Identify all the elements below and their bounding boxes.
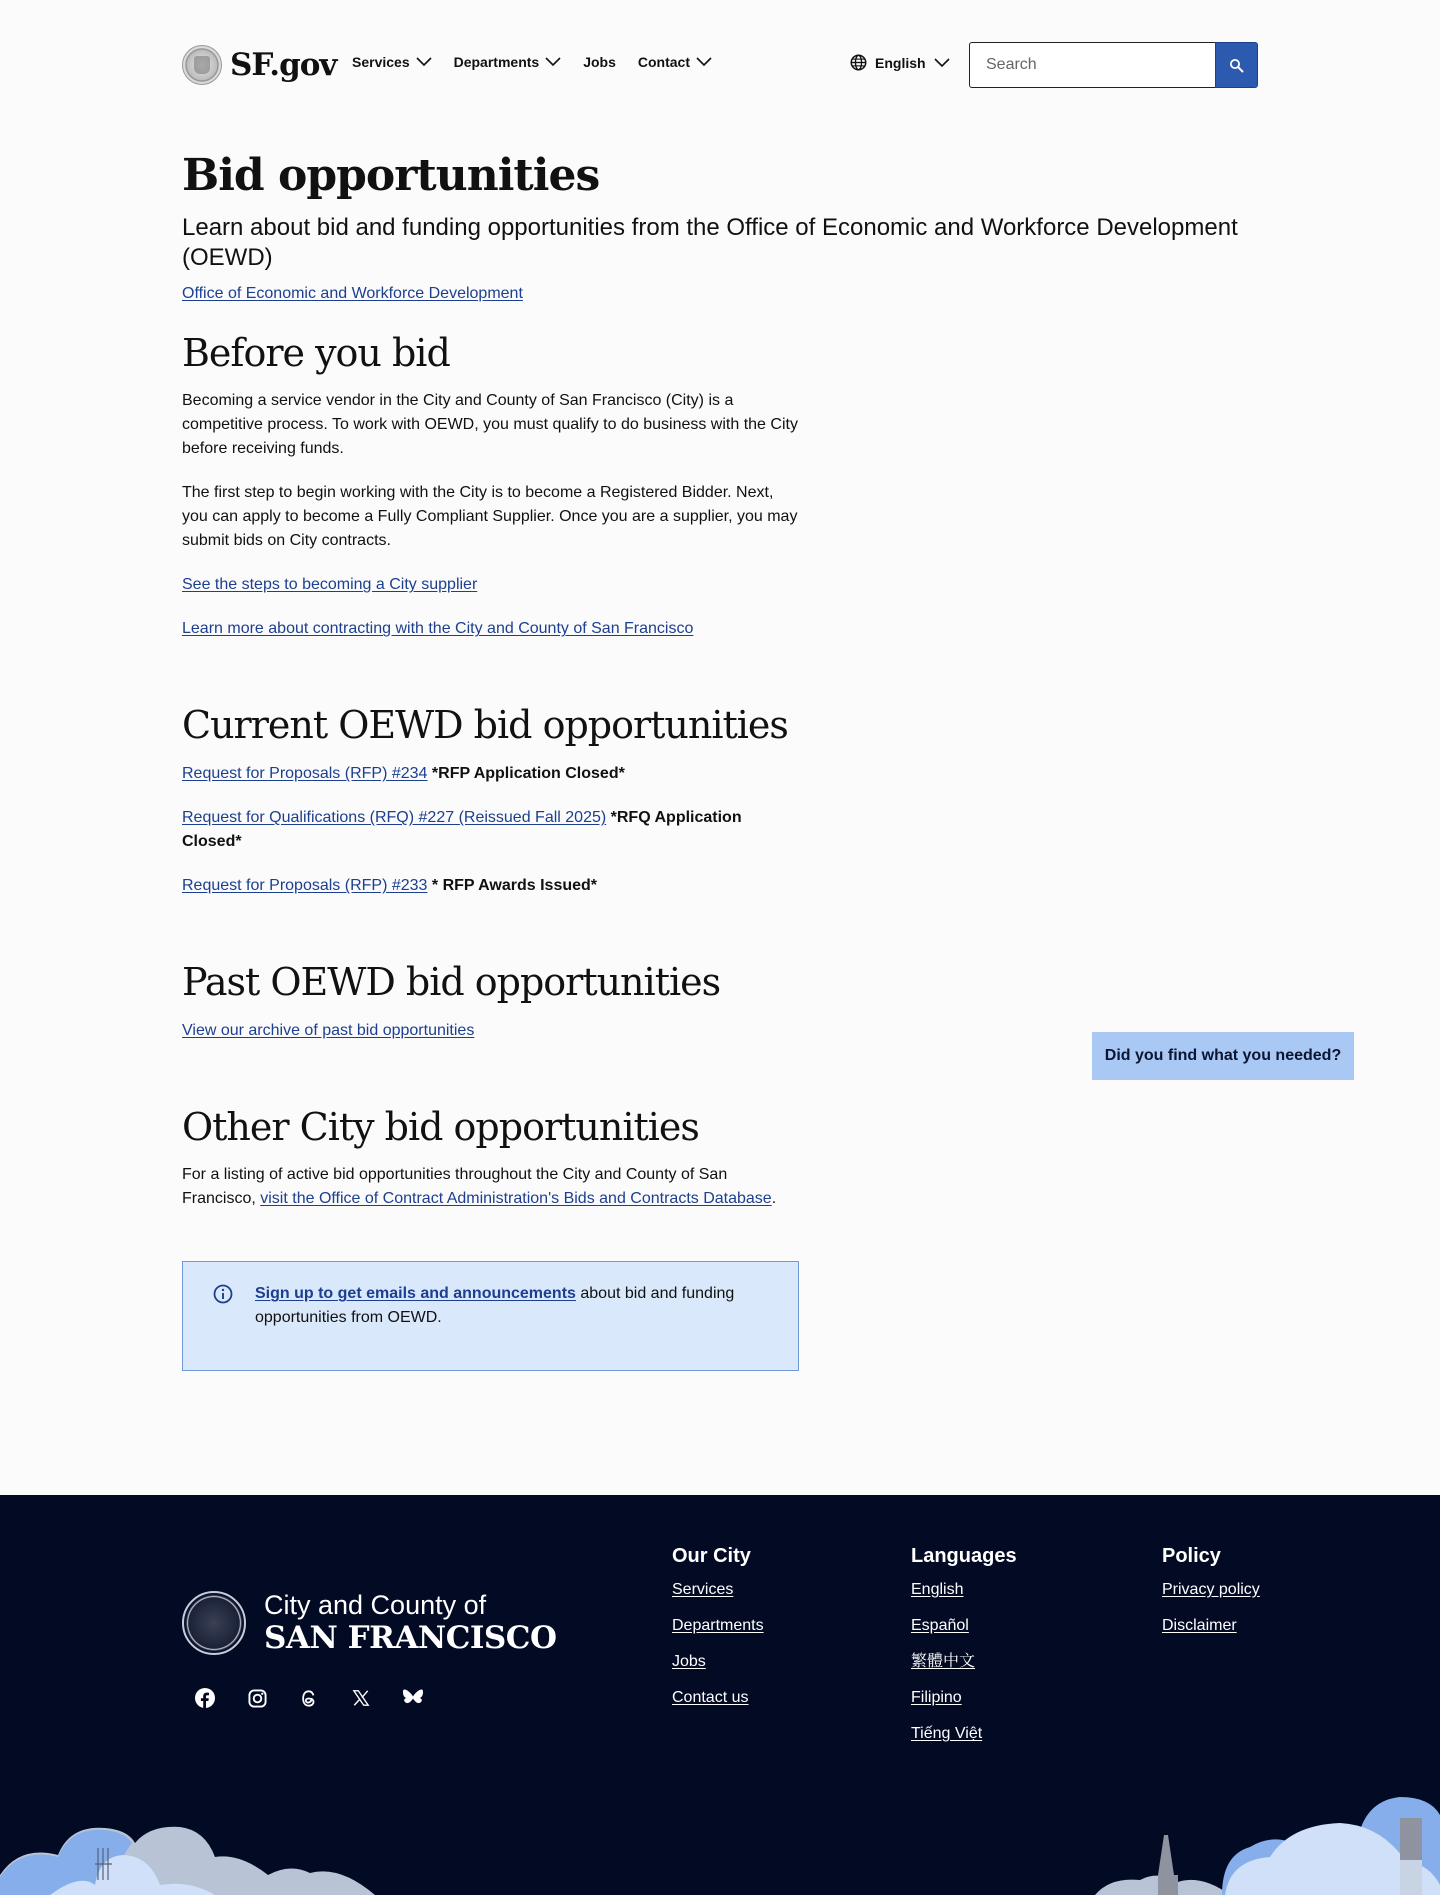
section-heading: Before you bid (182, 330, 450, 375)
site-header (0, 0, 1440, 130)
footer-brand-text (264, 1590, 556, 1656)
footer-column-our-city (672, 1545, 764, 1724)
social-links (194, 1687, 424, 1709)
nav-label: Contact (637, 54, 691, 70)
link-wrapper (182, 573, 802, 597)
section-heading: Other City bid opportunities (182, 1104, 699, 1149)
nav-departments[interactable] (454, 54, 562, 70)
department-link[interactable]: Office of Economic and Workforce Development (182, 284, 523, 302)
section-before-you-bid (182, 331, 1262, 642)
nav-contact[interactable] (638, 54, 712, 70)
footer-link-filipino[interactable]: Filipino (911, 1689, 962, 1706)
contracting-link[interactable]: Learn more about contracting with the City and County of San Francisco (182, 620, 694, 638)
x-icon[interactable] (350, 1687, 372, 1709)
logo-text: SF.gov (230, 47, 337, 83)
nav-label: Jobs (583, 54, 616, 70)
section-heading: Past OEWD bid opportunities (182, 959, 721, 1004)
section-current-opportunities (182, 703, 1262, 898)
city-seal-icon (182, 45, 222, 85)
city-seal-icon (182, 1591, 246, 1655)
language-selector[interactable] (850, 54, 950, 71)
search-input[interactable] (969, 42, 1215, 88)
opportunity-item (182, 874, 802, 898)
opportunity-item (182, 806, 802, 854)
feedback-button[interactable]: Did you find what you needed? (1092, 1032, 1354, 1080)
section-heading: Current OEWD bid opportunities (182, 703, 788, 748)
footer-brand[interactable] (182, 1590, 556, 1656)
chevron-down-icon (934, 58, 950, 68)
footer-column-heading: Policy (1162, 1545, 1221, 1567)
search-icon (1229, 58, 1244, 73)
link-wrapper (182, 617, 802, 641)
status-text: * RFP Awards Issued* (431, 876, 598, 894)
footer-link-contact-us[interactable]: Contact us (672, 1689, 749, 1706)
nav-label: Services (352, 54, 410, 70)
chevron-down-icon (416, 57, 432, 67)
threads-icon[interactable] (298, 1687, 320, 1709)
info-icon (213, 1284, 233, 1304)
footer-column-policy (1162, 1545, 1260, 1652)
email-signup-callout (182, 1261, 799, 1371)
footer-link-services[interactable]: Services (672, 1581, 734, 1598)
brand-line-1: City and County of (264, 1590, 487, 1620)
past-archive-link[interactable]: View our archive of past bid opportunities (182, 1021, 475, 1039)
bluesky-icon[interactable] (402, 1687, 424, 1709)
nav-jobs[interactable] (583, 54, 616, 70)
rfq-227-link[interactable]: Request for Qualifications (RFQ) #227 (Reissued Fall 2025) (182, 808, 607, 826)
status-text: *RFQ Application Closed* (182, 808, 742, 850)
footer-link-jobs[interactable]: Jobs (672, 1653, 706, 1670)
chevron-down-icon (545, 57, 561, 67)
footer-link-espanol[interactable]: Español (911, 1617, 969, 1634)
footer-link-departments[interactable]: Departments (672, 1617, 764, 1634)
site-footer (0, 1495, 1440, 1895)
section-other-opportunities (182, 1105, 1262, 1212)
email-signup-link[interactable]: Sign up to get emails and announcements (255, 1285, 576, 1303)
nav-services[interactable] (352, 54, 432, 70)
nav-label: Departments (453, 54, 540, 70)
status-text: *RFP Application Closed* (431, 764, 625, 782)
main-content (182, 150, 1262, 1371)
text: For a listing of active bid opportunities throughout the City and County of San Francisco, (182, 1166, 728, 1208)
footer-link-vietnamese[interactable]: Tiếng Việt (911, 1725, 983, 1742)
rfp-234-link[interactable]: Request for Proposals (RFP) #234 (182, 764, 428, 782)
callout-text: about bid and funding opportunities from OEWD. (255, 1285, 735, 1327)
bids-database-link[interactable]: visit the Office of Contract Administration's Bids and Contracts Database (260, 1190, 772, 1208)
text: . (771, 1190, 777, 1208)
footer-link-english[interactable]: English (911, 1581, 964, 1598)
language-label: English (875, 54, 926, 71)
globe-icon (850, 54, 867, 71)
footer-link-disclaimer[interactable]: Disclaimer (1162, 1617, 1237, 1634)
search-button[interactable] (1215, 42, 1258, 88)
opportunity-item (182, 762, 802, 786)
footer-link-privacy-policy[interactable]: Privacy policy (1162, 1581, 1260, 1598)
section-past-opportunities (182, 960, 1262, 1043)
facebook-icon[interactable] (194, 1687, 216, 1709)
brand-line-2: SAN FRANCISCO (264, 1620, 557, 1656)
main-nav (352, 54, 712, 70)
search-form (969, 42, 1258, 88)
paragraph: Becoming a service vendor in the City and County of San Francisco (City) is a competitive process. To work with OEWD, you must qualify to do business with the City before receiving funds. (182, 392, 798, 458)
instagram-icon[interactable] (246, 1687, 268, 1709)
footer-column-heading: Our City (672, 1545, 751, 1567)
page-title: Bid opportunities (182, 150, 600, 201)
supplier-steps-link[interactable]: See the steps to becoming a City supplier (182, 576, 478, 594)
page-lede: Learn about bid and funding opportunities from the Office of Economic and Workforce Development (OEWD) (182, 213, 1238, 271)
footer-link-chinese[interactable]: 繁體中文 (911, 1653, 976, 1670)
paragraph (182, 1163, 802, 1211)
sfgov-logo[interactable] (182, 45, 336, 85)
skyline-clouds-illustration (0, 1785, 1440, 1895)
chevron-down-icon (696, 57, 712, 67)
paragraph: The first step to begin working with the City is to become a Registered Bidder. Next, you can apply to become a Fully Compliant Supplier. Once you are a supplier, you may submit bids on City contracts. (182, 484, 798, 550)
rfp-233-link[interactable]: Request for Proposals (RFP) #233 (182, 876, 428, 894)
footer-column-heading: Languages (911, 1545, 1017, 1567)
footer-column-languages (911, 1545, 1017, 1760)
